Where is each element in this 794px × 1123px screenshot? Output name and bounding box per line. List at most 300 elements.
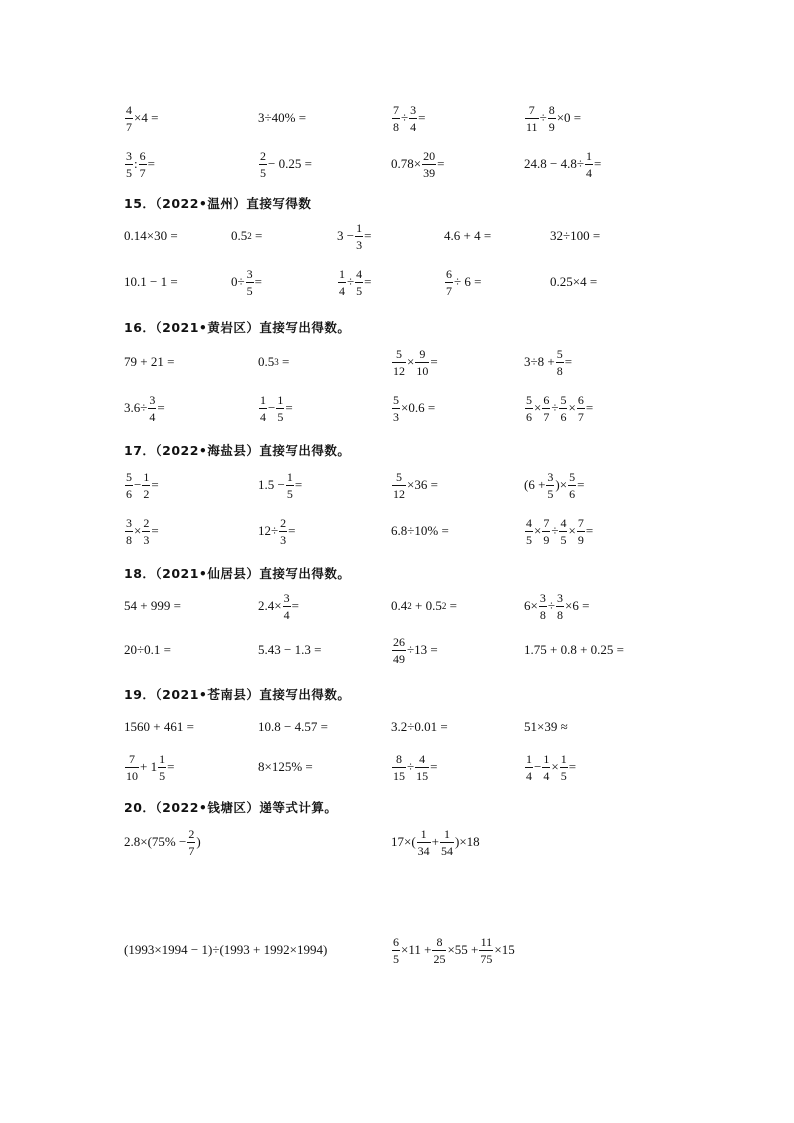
fraction	[125, 104, 133, 133]
math-expression	[444, 214, 491, 258]
expression-text: 6.8÷10% =	[391, 523, 449, 538]
math-expression	[124, 928, 327, 972]
expression-text: 1.75 + 0.8 + 0.25 =	[524, 642, 624, 657]
expression-text: 1560 + 461 =	[124, 719, 194, 734]
math-expression	[550, 260, 597, 304]
denominator: 4	[260, 409, 266, 424]
expression-text: =	[430, 354, 438, 369]
expression-text: ×	[568, 400, 576, 415]
fraction	[279, 517, 287, 546]
math-expression	[524, 340, 572, 384]
expression-text: 12÷	[258, 523, 279, 538]
fraction	[187, 828, 195, 857]
denominator: 4	[543, 768, 550, 783]
denominator: 7	[577, 409, 584, 424]
expression-text: =	[364, 228, 372, 243]
fraction	[417, 828, 431, 857]
expression-text: =	[291, 598, 299, 613]
expression-text: ×11 +	[401, 942, 432, 957]
expression-text: 0.78×	[391, 156, 422, 171]
numerator: 1	[260, 392, 266, 407]
numerator: 3	[539, 590, 546, 605]
numerator: 4	[419, 751, 426, 766]
denominator: 34	[417, 843, 430, 858]
math-expression	[524, 142, 601, 186]
problem-row	[0, 628, 794, 672]
numerator: 2	[280, 515, 287, 530]
fraction	[392, 753, 406, 782]
exponent: 2	[247, 231, 252, 241]
math-expression	[391, 584, 457, 628]
denominator: 6	[126, 486, 132, 501]
denominator: 9	[543, 532, 550, 547]
numerator: 5	[126, 469, 132, 484]
expression-text: (6 +	[524, 477, 546, 492]
expression-text: =	[151, 523, 159, 538]
numerator: 8	[548, 102, 555, 117]
denominator: 6	[569, 486, 576, 501]
fraction	[125, 471, 133, 500]
denominator: 10	[126, 768, 138, 783]
expression-text: 0.14×30 =	[124, 228, 178, 243]
numerator: 1	[543, 751, 550, 766]
math-expression	[391, 820, 480, 864]
fraction	[525, 753, 533, 782]
denominator: 8	[393, 119, 399, 134]
fraction	[142, 471, 150, 500]
numerator: 1	[526, 751, 532, 766]
denominator: 5	[547, 486, 554, 501]
expression-text: =	[251, 228, 263, 243]
section-heading: 16．（2021•黄岩区）直接写出得数。	[124, 320, 351, 335]
denominator: 4	[149, 409, 156, 424]
fraction	[548, 104, 556, 133]
numerator: 3	[410, 102, 417, 117]
expression-text: − 0.25 =	[268, 156, 312, 171]
fraction	[259, 394, 267, 423]
fraction	[577, 517, 585, 546]
fraction	[392, 348, 406, 377]
numerator: 4	[356, 266, 363, 281]
denominator: 8	[539, 607, 546, 622]
math-expression	[124, 386, 165, 430]
math-expression	[524, 705, 568, 749]
numerator: 26	[393, 634, 405, 649]
denominator: 5	[393, 951, 399, 966]
numerator: 3	[246, 266, 253, 281]
numerator: 3	[126, 148, 132, 163]
problem-row	[0, 260, 794, 304]
expression-text: 17×(	[391, 834, 416, 849]
expression-text: )×	[555, 477, 568, 492]
section-heading: 15．（2022•温州）直接写得数	[124, 196, 312, 211]
math-expression	[258, 386, 293, 430]
expression-text: 6×	[524, 598, 538, 613]
denominator: 4	[283, 607, 290, 622]
math-expression	[391, 928, 515, 972]
numerator: 7	[543, 515, 550, 530]
math-expression	[231, 260, 262, 304]
fraction	[283, 592, 291, 621]
math-expression	[258, 705, 328, 749]
fraction	[415, 348, 429, 377]
math-expression	[231, 214, 262, 258]
expression-text: 32÷100 =	[550, 228, 601, 243]
numerator: 1	[339, 266, 345, 281]
problem-row	[0, 928, 794, 972]
math-expression	[391, 628, 438, 672]
expression-text: =	[577, 477, 585, 492]
math-expression	[391, 509, 449, 553]
denominator: 8	[556, 607, 563, 622]
expression-text: ×	[407, 354, 415, 369]
fraction	[556, 592, 564, 621]
numerator: 5	[396, 346, 402, 361]
fraction	[440, 828, 454, 857]
denominator: 11	[526, 119, 538, 134]
denominator: 15	[416, 768, 429, 783]
expression-text: 0.5	[258, 354, 275, 369]
expression-text: ÷	[539, 110, 547, 125]
fraction	[338, 268, 346, 297]
expression-text: ×	[534, 523, 542, 538]
expression-text: + 0.5	[411, 598, 442, 613]
denominator: 15	[393, 768, 405, 783]
math-expression	[550, 214, 600, 258]
numerator: 1	[585, 148, 592, 163]
expression-text: 5.43 − 1.3 =	[258, 642, 322, 657]
expression-text: =	[294, 477, 303, 492]
numerator: 6	[543, 392, 550, 407]
expression-text: ×0.6 =	[401, 400, 436, 415]
denominator: 12	[393, 363, 405, 378]
numerator: 5	[396, 469, 402, 484]
expression-text: 4.6 + 4 =	[444, 228, 492, 243]
problem-row	[0, 386, 794, 430]
denominator: 7	[126, 119, 132, 134]
expression-text: =	[593, 156, 602, 171]
fraction	[392, 471, 406, 500]
problem-row	[0, 509, 794, 553]
denominator: 54	[441, 843, 454, 858]
fraction	[415, 753, 429, 782]
numerator: 6	[139, 148, 146, 163]
numerator: 1	[356, 220, 363, 235]
math-expression	[124, 340, 174, 384]
denominator: 25	[433, 951, 446, 966]
fraction	[559, 394, 567, 423]
numerator: 7	[577, 515, 584, 530]
denominator: 3	[393, 409, 399, 424]
denominator: 7	[139, 165, 146, 180]
denominator: 3	[356, 237, 363, 252]
expression-text: =	[585, 523, 594, 538]
exponent: 3	[274, 357, 279, 367]
fraction	[556, 348, 564, 377]
expression-text: 3 −	[337, 228, 355, 243]
denominator: 49	[393, 651, 405, 666]
expression-text: ÷	[551, 523, 559, 538]
numerator: 1	[420, 826, 427, 841]
expression-text: )	[196, 834, 201, 849]
numerator: 5	[569, 469, 576, 484]
fraction	[139, 150, 147, 179]
numerator: 6	[393, 934, 399, 949]
denominator: 8	[556, 363, 563, 378]
numerator: 8	[396, 751, 402, 766]
expression-text: 20÷0.1 =	[124, 642, 171, 657]
fraction	[148, 394, 156, 423]
math-expression	[124, 509, 159, 553]
denominator: 75	[480, 951, 493, 966]
numerator: 11	[480, 934, 493, 949]
expression-text: ×55 +	[447, 942, 479, 957]
numerator: 20	[423, 148, 436, 163]
exponent: 2	[441, 601, 447, 611]
denominator: 7	[446, 283, 452, 298]
expression-text: =	[288, 523, 296, 538]
fraction	[259, 150, 267, 179]
problem-row	[0, 584, 794, 628]
numerator: 7	[528, 102, 535, 117]
expression-text: 54 + 999 =	[124, 598, 181, 613]
math-expression	[124, 142, 155, 186]
expression-text: 10.8 − 4.57 =	[258, 719, 328, 734]
expression-text: ÷	[401, 110, 409, 125]
expression-text: 2.8×(75% −	[124, 834, 187, 849]
expression-text: ×6 =	[564, 598, 590, 613]
math-expression	[391, 463, 438, 507]
denominator: 3	[143, 532, 150, 547]
denominator: 5	[526, 532, 532, 547]
expression-text: 3.6÷	[124, 400, 148, 415]
math-expression	[337, 214, 371, 258]
numerator: 3	[283, 590, 290, 605]
fraction	[525, 104, 539, 133]
expression-text: −	[534, 759, 542, 774]
math-expression	[391, 745, 437, 789]
fraction	[422, 150, 436, 179]
expression-text: =	[418, 110, 426, 125]
fraction	[355, 222, 363, 251]
numerator: 5	[393, 392, 399, 407]
denominator: 39	[423, 165, 436, 180]
expression-text: 0.5	[231, 228, 248, 243]
fraction	[560, 753, 568, 782]
expression-text: 3÷40% =	[258, 110, 307, 125]
denominator: 5	[560, 768, 567, 783]
math-expression	[258, 745, 313, 789]
expression-text: =	[437, 156, 445, 171]
fraction	[392, 636, 406, 665]
math-expression	[258, 463, 302, 507]
denominator: 9	[577, 532, 584, 547]
expression-text: 0.25×4 =	[550, 274, 598, 289]
expression-text: 3÷8 +	[524, 354, 555, 369]
section-heading: 20．（2022•钱塘区）递等式计算。	[124, 800, 338, 815]
denominator: 4	[410, 119, 417, 134]
math-expression	[337, 260, 371, 304]
expression-text: ×15	[494, 942, 515, 957]
expression-text: )×18	[455, 834, 480, 849]
expression-text: =	[564, 354, 573, 369]
expression-text: ÷	[347, 274, 355, 289]
math-expression	[391, 340, 438, 384]
expression-text: + 1	[140, 759, 158, 774]
fraction	[577, 394, 585, 423]
problem-row	[0, 96, 794, 140]
fraction	[542, 753, 550, 782]
numerator: 2	[260, 148, 266, 163]
expression-text: (1993×1994 − 1)÷(1993 + 1992×1994)	[124, 942, 328, 957]
fraction	[432, 936, 446, 965]
denominator: 5	[126, 165, 132, 180]
exponent: 2	[407, 601, 412, 611]
math-expression	[524, 386, 593, 430]
expression-text: ÷13 =	[407, 642, 438, 657]
expression-text: ÷	[547, 598, 555, 613]
fraction	[409, 104, 417, 133]
numerator: 2	[188, 826, 195, 841]
expression-text: =	[167, 759, 175, 774]
math-expression	[391, 96, 425, 140]
numerator: 3	[149, 392, 156, 407]
numerator: 1	[159, 751, 166, 766]
fraction	[392, 394, 400, 423]
expression-text: =	[585, 400, 594, 415]
problem-row	[0, 340, 794, 384]
denominator: 5	[159, 768, 166, 783]
expression-text: ×	[568, 523, 576, 538]
math-expression	[124, 214, 178, 258]
math-expression	[258, 509, 295, 553]
denominator: 9	[548, 119, 555, 134]
math-expression	[258, 584, 299, 628]
fraction	[542, 517, 550, 546]
math-expression	[444, 260, 481, 304]
math-expression	[124, 628, 171, 672]
expression-text: ×	[134, 523, 142, 538]
fraction	[559, 517, 567, 546]
math-expression	[524, 509, 593, 553]
fraction	[355, 268, 363, 297]
problem-row	[0, 705, 794, 749]
denominator: 5	[277, 409, 284, 424]
problem-row	[0, 820, 794, 864]
expression-text: =	[151, 477, 159, 492]
expression-text: =	[446, 598, 457, 613]
denominator: 4	[526, 768, 532, 783]
section-heading: 17．（2022•海盐县）直接写出得数。	[124, 443, 351, 458]
expression-text: ×36 =	[407, 477, 438, 492]
expression-text: ×0 =	[556, 110, 582, 125]
denominator: 5	[560, 532, 567, 547]
expression-text: =	[430, 759, 438, 774]
numerator: 8	[436, 934, 443, 949]
fraction	[276, 394, 284, 423]
numerator: 1	[277, 392, 284, 407]
fraction	[479, 936, 493, 965]
expression-text: :	[134, 156, 138, 171]
math-expression	[524, 745, 576, 789]
numerator: 3	[126, 515, 132, 530]
expression-text: 3.2÷0.01 =	[391, 719, 448, 734]
numerator: 4	[126, 102, 132, 117]
numerator: 9	[419, 346, 426, 361]
denominator: 4	[585, 165, 592, 180]
numerator: 3	[547, 469, 554, 484]
fraction	[445, 268, 453, 297]
fraction	[125, 150, 133, 179]
numerator: 7	[393, 102, 399, 117]
fraction	[546, 471, 554, 500]
denominator: 3	[280, 532, 287, 547]
fraction	[525, 517, 533, 546]
math-expression	[258, 340, 289, 384]
numerator: 5	[556, 346, 563, 361]
math-expression	[258, 96, 306, 140]
math-expression	[524, 96, 581, 140]
numerator: 7	[129, 751, 135, 766]
math-expression	[391, 142, 444, 186]
denominator: 7	[188, 843, 195, 858]
math-expression	[124, 463, 159, 507]
denominator: 5	[260, 165, 266, 180]
denominator: 12	[393, 486, 405, 501]
numerator: 1	[560, 751, 567, 766]
fraction	[125, 753, 139, 782]
math-expression	[124, 745, 174, 789]
numerator: 1	[143, 469, 150, 484]
denominator: 2	[143, 486, 150, 501]
math-expression	[524, 628, 624, 672]
problem-row	[0, 214, 794, 258]
numerator: 3	[556, 590, 563, 605]
expression-text: =	[285, 400, 293, 415]
fraction	[286, 471, 294, 500]
denominator: 10	[416, 363, 429, 378]
denominator: 5	[356, 283, 363, 298]
math-expression	[524, 463, 584, 507]
numerator: 1	[286, 469, 293, 484]
fraction	[142, 517, 150, 546]
math-expression	[124, 96, 158, 140]
problem-row	[0, 463, 794, 507]
numerator: 2	[143, 515, 150, 530]
expression-text: =	[568, 759, 577, 774]
numerator: 4	[560, 515, 567, 530]
math-expression	[258, 142, 312, 186]
expression-text: ×	[551, 759, 559, 774]
fraction	[525, 394, 533, 423]
fraction	[392, 936, 400, 965]
expression-text: 24.8 − 4.8÷	[524, 156, 584, 171]
expression-text: 0÷	[231, 274, 245, 289]
expression-text: =	[364, 274, 372, 289]
fraction	[539, 592, 547, 621]
fraction	[542, 394, 550, 423]
expression-text: +	[431, 834, 440, 849]
expression-text: =	[278, 354, 290, 369]
math-expression	[258, 628, 321, 672]
denominator: 7	[543, 409, 550, 424]
expression-text: 79 + 21 =	[124, 354, 175, 369]
expression-text: ×	[534, 400, 542, 415]
numerator: 1	[444, 826, 451, 841]
math-expression	[391, 386, 435, 430]
denominator: 5	[286, 486, 293, 501]
section-heading: 19．（2021•苍南县）直接写出得数。	[124, 687, 351, 702]
